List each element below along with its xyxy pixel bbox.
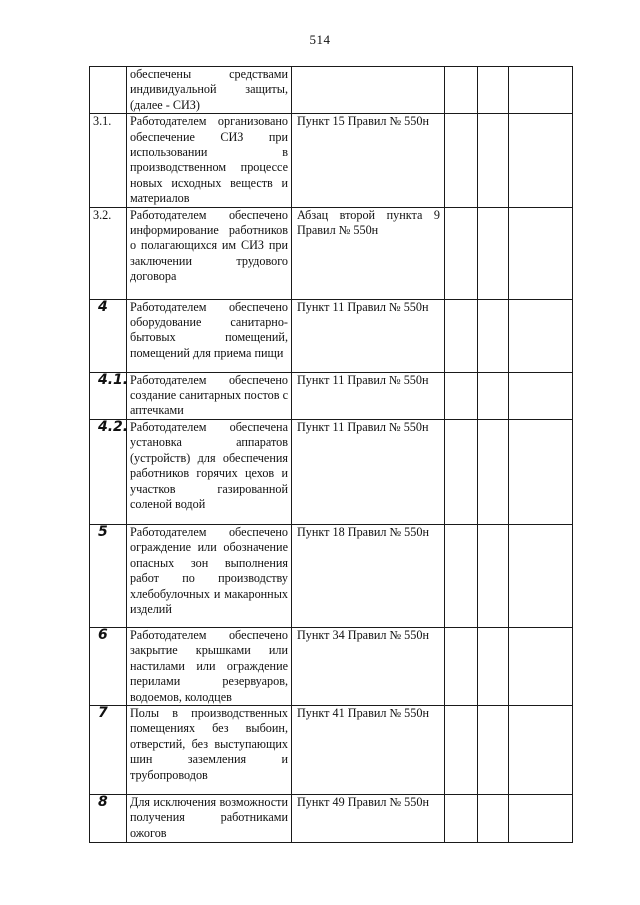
item-number: 3.1. — [90, 114, 127, 207]
answer-no-cell — [478, 372, 509, 419]
answer-yes-cell — [445, 114, 478, 207]
note-cell — [509, 372, 573, 419]
answer-yes-cell — [445, 524, 478, 627]
answer-no-cell — [478, 794, 509, 842]
checklist-table — [89, 66, 573, 843]
legal-reference: Абзац второй пункта 9 Правил № 550н — [292, 207, 445, 299]
answer-yes-cell — [445, 705, 478, 794]
note-cell — [509, 419, 573, 524]
item-number: 4.2. — [90, 419, 127, 524]
answer-no-cell — [478, 705, 509, 794]
requirement-text: Работодателем обеспечено информирование работников о полагающихся им СИЗ при заключении трудового договора — [127, 207, 292, 299]
table-row — [90, 627, 573, 705]
item-number: 6 — [90, 627, 127, 705]
table-row — [90, 372, 573, 419]
requirement-text: Полы в производственных помещениях без выбоин, отверстий, без выступающих шин заземления и трубопроводов — [127, 705, 292, 794]
legal-reference: Пункт 15 Правил № 550н — [292, 114, 445, 207]
item-number — [90, 67, 127, 114]
table-row — [90, 524, 573, 627]
requirement-text: Работодателем обеспечена установка аппаратов (устройств) для обеспечения работников горячих цехов и участков газированной соленой водой — [127, 419, 292, 524]
legal-reference: Пункт 11 Правил № 550н — [292, 372, 445, 419]
legal-reference: Пункт 49 Правил № 550н — [292, 794, 445, 842]
legal-reference: Пункт 41 Правил № 550н — [292, 705, 445, 794]
answer-yes-cell — [445, 419, 478, 524]
legal-reference: Пункт 11 Правил № 550н — [292, 419, 445, 524]
requirement-text: Работодателем обеспечено ограждение или обозначение опасных зон выполнения работ по производству хлебобулочных и макаронных изделий — [127, 524, 292, 627]
answer-no-cell — [478, 67, 509, 114]
answer-yes-cell — [445, 627, 478, 705]
item-number: 7 — [90, 705, 127, 794]
note-cell — [509, 705, 573, 794]
note-cell — [509, 794, 573, 842]
legal-reference: Пункт 11 Правил № 550н — [292, 299, 445, 372]
requirement-text: Работодателем организовано обеспечение СИЗ при использовании в производственном процессе новых исходных веществ и материалов — [127, 114, 292, 207]
legal-reference: Пункт 34 Правил № 550н — [292, 627, 445, 705]
table-row — [90, 67, 573, 114]
note-cell — [509, 114, 573, 207]
page-number: 514 — [309, 32, 331, 47]
answer-yes-cell — [445, 794, 478, 842]
answer-no-cell — [478, 419, 509, 524]
note-cell — [509, 207, 573, 299]
answer-no-cell — [478, 299, 509, 372]
requirement-text: Работодателем обеспечено оборудование санитарно-бытовых помещений, помещений для приема пищи — [127, 299, 292, 372]
legal-reference: Пункт 18 Правил № 550н — [292, 524, 445, 627]
answer-no-cell — [478, 207, 509, 299]
item-number: 4.1. — [90, 372, 127, 419]
note-cell — [509, 627, 573, 705]
table-row — [90, 114, 573, 207]
note-cell — [509, 67, 573, 114]
item-number: 8 — [90, 794, 127, 842]
answer-yes-cell — [445, 67, 478, 114]
answer-yes-cell — [445, 207, 478, 299]
table-row — [90, 299, 573, 372]
requirement-text: обеспечены средствами индивидуальной защиты, (далее - СИЗ) — [127, 67, 292, 114]
answer-yes-cell — [445, 299, 478, 372]
requirement-text: Работодателем обеспечено закрытие крышками или настилами или ограждение перилами резервуаров, водоемов, колодцев — [127, 627, 292, 705]
note-cell — [509, 524, 573, 627]
requirement-text: Работодателем обеспечено создание санитарных постов с аптечками — [127, 372, 292, 419]
table-row — [90, 419, 573, 524]
legal-reference — [292, 67, 445, 114]
answer-yes-cell — [445, 372, 478, 419]
item-number: 3.2. — [90, 207, 127, 299]
note-cell — [509, 299, 573, 372]
requirement-text: Для исключения возможности получения работниками ожогов — [127, 794, 292, 842]
answer-no-cell — [478, 627, 509, 705]
item-number: 5 — [90, 524, 127, 627]
item-number: 4 — [90, 299, 127, 372]
table-row — [90, 794, 573, 842]
table-row — [90, 207, 573, 299]
answer-no-cell — [478, 114, 509, 207]
table-row — [90, 705, 573, 794]
answer-no-cell — [478, 524, 509, 627]
